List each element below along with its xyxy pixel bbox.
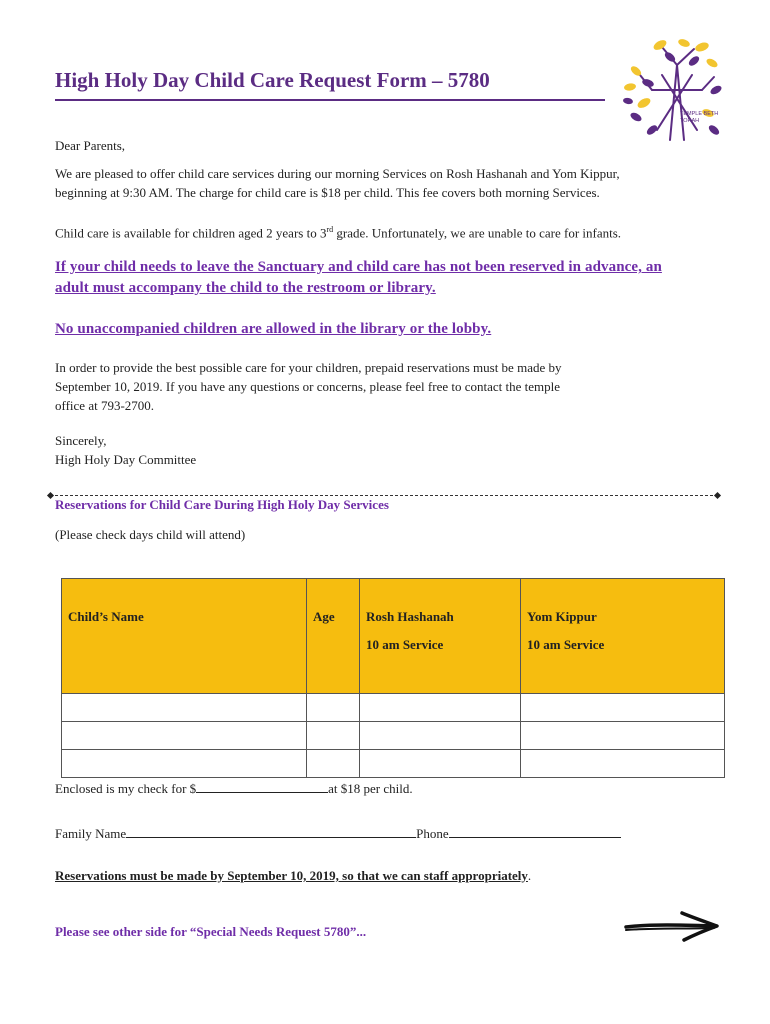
- table-header-row: [62, 579, 725, 694]
- intro-line: We are pleased to offer child care services during our morning Services on Rosh Hashanah and Yom Kippur,: [55, 166, 620, 181]
- child-name-cell[interactable]: [62, 750, 307, 778]
- check-rate-label: at $18 per child.: [328, 781, 413, 796]
- warning-line: If your child needs to leave the Sanctuary and child care has not been reserved in advance, an: [55, 259, 662, 275]
- family-line: [55, 823, 621, 843]
- cut-line-end: [714, 492, 721, 499]
- right-arrow-icon: [622, 910, 722, 942]
- age-text: Child care is available for children aged 2 years to 3: [55, 225, 327, 241]
- reservation-line: In order to provide the best possible care for your children, prepaid reservations must be made by: [55, 360, 562, 375]
- check-label: Enclosed is my check for $: [55, 781, 197, 796]
- family-name-field[interactable]: [126, 823, 416, 838]
- yom-kippur-check-cell[interactable]: [521, 722, 725, 750]
- check-line: [55, 778, 413, 798]
- check-amount-field[interactable]: [196, 778, 328, 793]
- reservation-title: Reservations for Child Care During High Holy Day Services: [55, 497, 389, 512]
- rosh-hashanah-check-cell[interactable]: [360, 750, 521, 778]
- deadline-text: Reservations must be made by September 10, 2019, so that we can staff appropriately: [55, 868, 528, 883]
- warning-line: adult must accompany the child to the restroom or library.: [55, 280, 436, 296]
- deadline-period: .: [527, 868, 532, 883]
- sign-off: [55, 431, 196, 469]
- cut-line-end: [47, 492, 54, 499]
- closing: Sincerely,: [55, 433, 107, 448]
- age-cell[interactable]: [307, 750, 360, 778]
- child-name-cell[interactable]: [62, 694, 307, 722]
- age-superscript: rd: [326, 225, 334, 234]
- reservation-line: office at 793-2700.: [55, 398, 155, 413]
- deadline-notice: [55, 868, 531, 884]
- intro-line: beginning at 9:30 AM. The charge for child care is $18 per child. This fee covers both morning Services.: [55, 185, 600, 200]
- column-header-yom-kippur: Yom Kippur 10 am Service: [521, 579, 725, 694]
- age-cell[interactable]: [307, 694, 360, 722]
- table-row: [62, 750, 725, 778]
- table-row: [62, 694, 725, 722]
- reservation-instruction: (Please check days child will attend): [55, 527, 246, 542]
- reservation-table: [61, 578, 725, 778]
- reservation-line: September 10, 2019. If you have any questions or concerns, please feel free to contact the temple: [55, 379, 561, 394]
- family-name-label: Family Name: [55, 826, 127, 841]
- see-other-side-note: Please see other side for “Special Needs Request 5780”...: [55, 924, 367, 939]
- phone-label: Phone: [416, 826, 449, 841]
- age-cell[interactable]: [307, 722, 360, 750]
- rosh-hashanah-check-cell[interactable]: [360, 694, 521, 722]
- yom-kippur-check-cell[interactable]: [521, 694, 725, 722]
- title-divider: [55, 99, 605, 101]
- greeting: Dear Parents,: [55, 138, 126, 153]
- page-title: High Holy Day Child Care Request Form – 5780: [55, 68, 490, 92]
- table-row: [62, 722, 725, 750]
- logo-text: TEMPLE BETH TORAH: [680, 111, 719, 124]
- child-name-cell[interactable]: [62, 722, 307, 750]
- column-header-name: Child’s Name: [62, 579, 307, 694]
- lobby-warning: No unaccompanied children are allowed in the library or the lobby.: [55, 321, 492, 337]
- age-text: grade. Unfortunately, we are unable to care for infants.: [333, 225, 622, 241]
- column-header-rosh-hashanah: Rosh Hashanah 10 am Service: [360, 579, 521, 694]
- temple-tree-logo-icon: [622, 35, 722, 150]
- age-paragraph: [55, 220, 621, 242]
- rosh-hashanah-check-cell[interactable]: [360, 722, 521, 750]
- intro-paragraph: [55, 164, 620, 202]
- phone-field[interactable]: [449, 823, 621, 838]
- yom-kippur-check-cell[interactable]: [521, 750, 725, 778]
- cut-line: [50, 495, 718, 496]
- signature: High Holy Day Committee: [55, 452, 197, 467]
- column-header-age: Age: [307, 579, 360, 694]
- reservation-paragraph: [55, 358, 561, 415]
- restroom-warning: [55, 257, 662, 299]
